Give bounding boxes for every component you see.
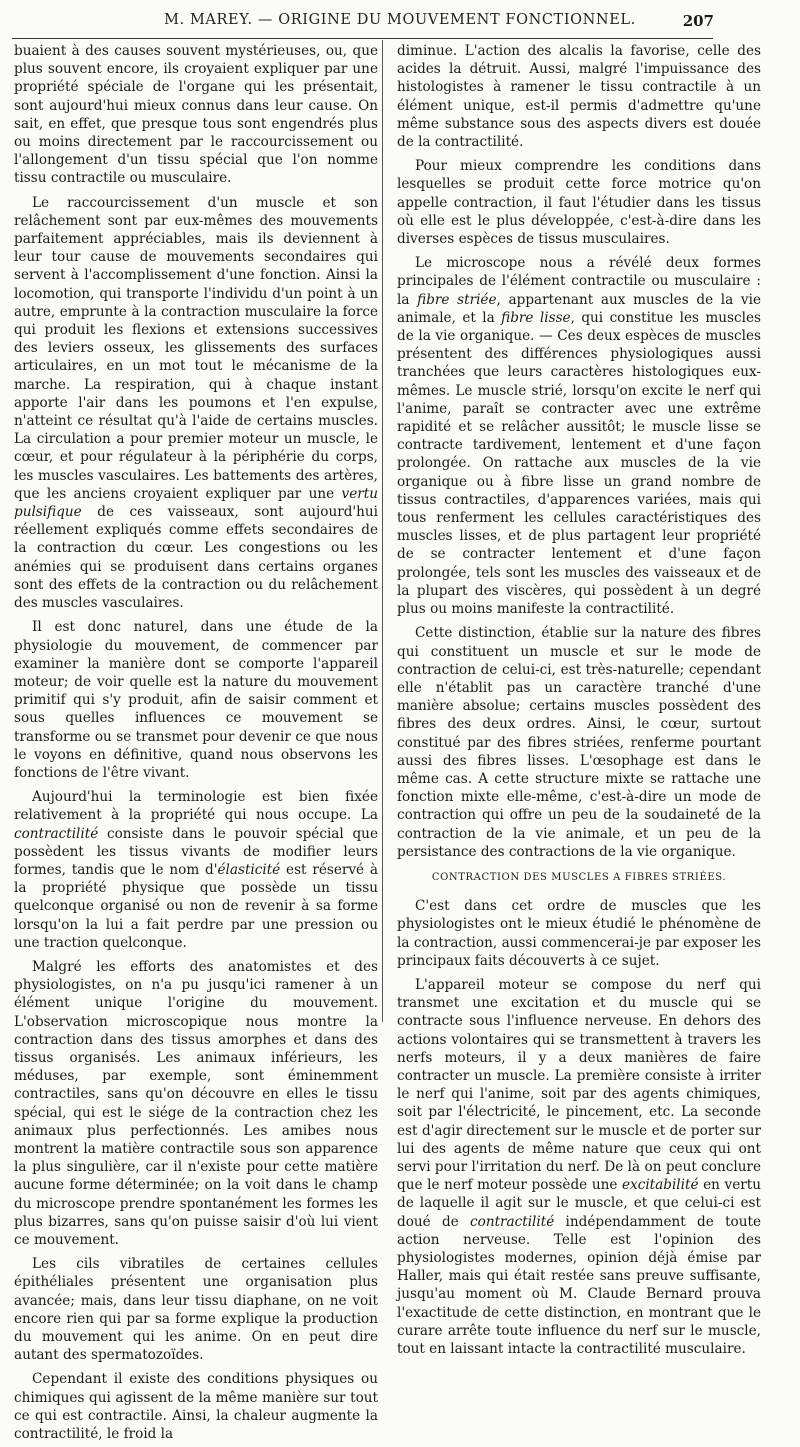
text-run: Aujourd'hui la terminologie est bien fixée relativement à la propriété qui nous occupe. La — [14, 789, 378, 824]
italic-term: fibre lisse — [501, 309, 571, 326]
paragraph: Cette distinction, établie sur la nature des fibres qui constituent un muscle et sur le mode de contraction de celui-ci, est très-naturelle; cependant elle n'établit pas un caractère tranché d'une manière absolue; certains muscles possèdent des fibres des deux ordres. Ainsi, le cœur, surtout constitué par des fibres striées, renferme pourtant aussi des fibres lisses. L'œsophage est dans le même cas. A cette structure mixte se rattache une fonction mixte elle-même, c'est-à-dire un mode de contraction qui offre un peu de la soudaineté de la contraction de la vie animale, et un peu de la persistance des contractions de la vie organique. — [397, 625, 761, 860]
text-run: consiste dans le pouvoir spécial que possèdent les tissus vivants de modifier leurs formes, tandis que le nom d' — [14, 825, 378, 878]
paragraph — [397, 976, 761, 1358]
paragraph: Les cils vibratiles de certaines cellules épithéliales présentent une organisation plus avancée; mais, dans leur tissu diaphane, on ne voit encore rien qui par sa forme explique la production du mouvement qui les anime. On en peut dire autant des spermatozoïdes. — [14, 1256, 378, 1364]
italic-term: vertu pulsifique — [14, 485, 378, 521]
section-title: CONTRACTION DES MUSCLES A FIBRES STRIÉES. — [431, 871, 727, 883]
text-run: , qui constitue les muscles de la vie organique. — Ces deux espèces de muscles présentent des différences physiologiques aussi tranchées que leurs caractères histologiques eux-mêmes. Le muscle strié, lorsqu'on excite le nerf qui l'anime, paraît se contracter avec une extrême rapidité et se relâcher aussitôt; le muscle lisse se contracte tardivement, lentement et d'une façon prolongée. On rattache aux muscles de la vie organique ou à fibre lisse un grand nombre de tissus contractiles, d'apparences variées, mais qui tous renferment les cellules caractéristiques des muscles lisses, et de plus partagent leur propriété de se contracter lentement et d'une façon prolongée, tels sont les muscles des vaisseaux et de la plupart des viscères, qui possèdent à un degré plus ou moins manifeste la contractilité. — [397, 309, 761, 618]
paragraph: buaient à des causes souvent mystérieuses, ou, que plus souvent encore, ils croyaient expliquer par une propriété spéciale de l'organe qui les présentait, sont aujourd'hui mieux connus dans leur cause. On sait, en effet, que presque tous sont engendrés plus ou moins directement par le raccourcissement ou l'allongement d'un tissu spécial que l'on nomme tissu contractile ou musculaire. — [14, 43, 378, 187]
paragraph: C'est dans cet ordre de muscles que les physiologistes ont le mieux étudié le phénomène de la contraction, aussi commencerai-je par exposer les principaux faits découverts à ce sujet. — [397, 898, 761, 969]
paragraph: Il est donc naturel, dans une étude de la physiologie du mouvement, de commencer par examiner la manière dont se comporte l'appareil moteur; de voir quelle est la nature du mouvement primitif qui s'y produit, afin de saisir comment et sous quelles influences ce mouvement se transforme ou se transmet pour devenir ce que nous le voyons en définitive, quand nous observons les fonctions de l'être vivant. — [14, 619, 378, 781]
page-number: 207 — [682, 12, 714, 30]
paragraph — [397, 254, 761, 618]
column-divider — [382, 40, 383, 1022]
text-run: Le microscope nous a révélé deux formes principales de l'élément contractile ou musculaire : la — [397, 255, 761, 308]
left-column — [14, 42, 378, 1447]
page-header — [0, 10, 800, 34]
italic-term: excitabilité — [622, 1177, 699, 1194]
text-run: , appartenant aux muscles de la vie animale, et la — [397, 291, 762, 326]
text-run: indépendamment de toute action nerveuse. Telle est l'opinion des physiologistes modernes, opinion déjà émise par Haller, mais qui était restée sans preuve suffisante, jusqu'au moment où M. Claude Bernard prouva l'exactitude de cette distinction, en montrant que le curare arrête toute influence du nerf sur le muscle, tout en laissant intacte la contractilité musculaire. — [397, 1213, 761, 1358]
running-title: M. MAREY. — ORIGINE DU MOUVEMENT FONCTIONNEL. — [164, 12, 636, 28]
text-run: de ces vaisseaux, sont aujourd'hui réellement expliqués comme effets secondaires de la contraction du cœur. Les congestions ou les anémies qui se produisent dans certains organes sont des effets de la contraction ou du relâchement des muscles vasculaires. — [14, 504, 378, 612]
right-column — [397, 42, 761, 1362]
italic-term: contractilité — [14, 825, 99, 842]
paragraph — [14, 788, 378, 952]
text-run: Le raccourcissement d'un muscle et son relâchement sont par eux-mêmes des mouvements parfaitement appréciables, mais ils deviennent à leur tour cause de mouvements secondaires qui servent à l'accomplissement d'une fonction. Ainsi la locomotion, qui transporte l'individu d'un point à un autre, emprunte à la contraction musculaire la force qui produit les flexions et extensions successives des leviers osseux, les glissements des surfaces articulaires, en un mot tout le mécanisme de la marche. La respiration, qui à chaque instant apporte l'air dans les poumons et l'en expulse, n'atteint ce résultat qu'à l'aide de certains muscles. La circulation a pour premier moteur un muscle, le cœur, et pour régulateur à la périphérie du corps, les muscles vasculaires. Les battements des artères, que les anciens croyaient expliquer par une — [14, 194, 378, 502]
paragraph — [14, 194, 378, 613]
italic-term: contractilité — [470, 1213, 555, 1230]
italic-term: élasticité — [217, 861, 281, 878]
paragraph: Cependant il existe des conditions physiques ou chimiques qui agissent de la même manière sur tout ce qui est contractile. Ainsi, la chaleur augmente la contractilité, le froid la — [14, 1371, 378, 1443]
paragraph: Pour mieux comprendre les conditions dans lesquelles se produit cette force motrice qu'on appelle contraction, il faut l'étudier dans les tissus où elle est le plus développée, c'est-à-dire dans les diverses espèces de tissus musculaires. — [397, 158, 761, 248]
text-run: en vertu de laquelle il agit sur le muscle, et que celui-ci est doué de — [397, 1177, 761, 1230]
paragraph: diminue. L'action des alcalis la favorise, celle des acides la détruit. Aussi, malgré l'impuissance des histologistes à ramener le tissu contractile à un élément unique, est-il permis d'admettre qu'une même substance sous des aspects divers est douée de la contractilité. — [397, 43, 761, 151]
text-run: L'appareil moteur se compose du nerf qui transmet une excitation et du muscle qui se contracte sous l'influence nerveuse. En dehors des actions volontaires qui se transmettent à travers les nerfs moteurs, il y a deux manières de faire contracter un muscle. La première consiste à irriter le nerf qui l'anime, soit par des agents chimiques, soit par l'électricité, le pincement, etc. La seconde est d'agir directement sur le muscle et de porter sur lui des agents de même nature que ceux qui ont servi pour l'irritation du nerf. De là on peut conclure que le nerf moteur possède une — [397, 976, 761, 1194]
header-rule — [12, 38, 713, 39]
paragraph: Malgré les efforts des anatomistes et des physiologistes, on n'a pu jusqu'ici ramener à un élément unique l'origine du mouvement. L'observation microscopique nous montre la contraction dans des tissus amorphes et dans des tissus organisés. Les animaux inférieurs, les méduses, par exemple, sont éminemment contractiles, sans qu'on découvre en elles le tissu spécial, qui est le siége de la contraction chez les animaux plus perfectionnés. Les amibes nous montrent la matière contractile sous son apparence la plus singulière, car il n'existe pour cette matière aucune forme déterminée; on la voit dans le champ du microscope prendre spontanément les formes les plus bizarres, sans qu'on puisse saisir d'où lui vient ce mouvement. — [14, 958, 378, 1248]
text-run: est réservé à la propriété physique que possède un tissu quelconque organisé ou non de revenir à sa forme lorsqu'on la lui a fait perdre par une pression ou une traction quelconque. — [14, 861, 379, 951]
italic-term: fibre striée — [417, 291, 497, 308]
